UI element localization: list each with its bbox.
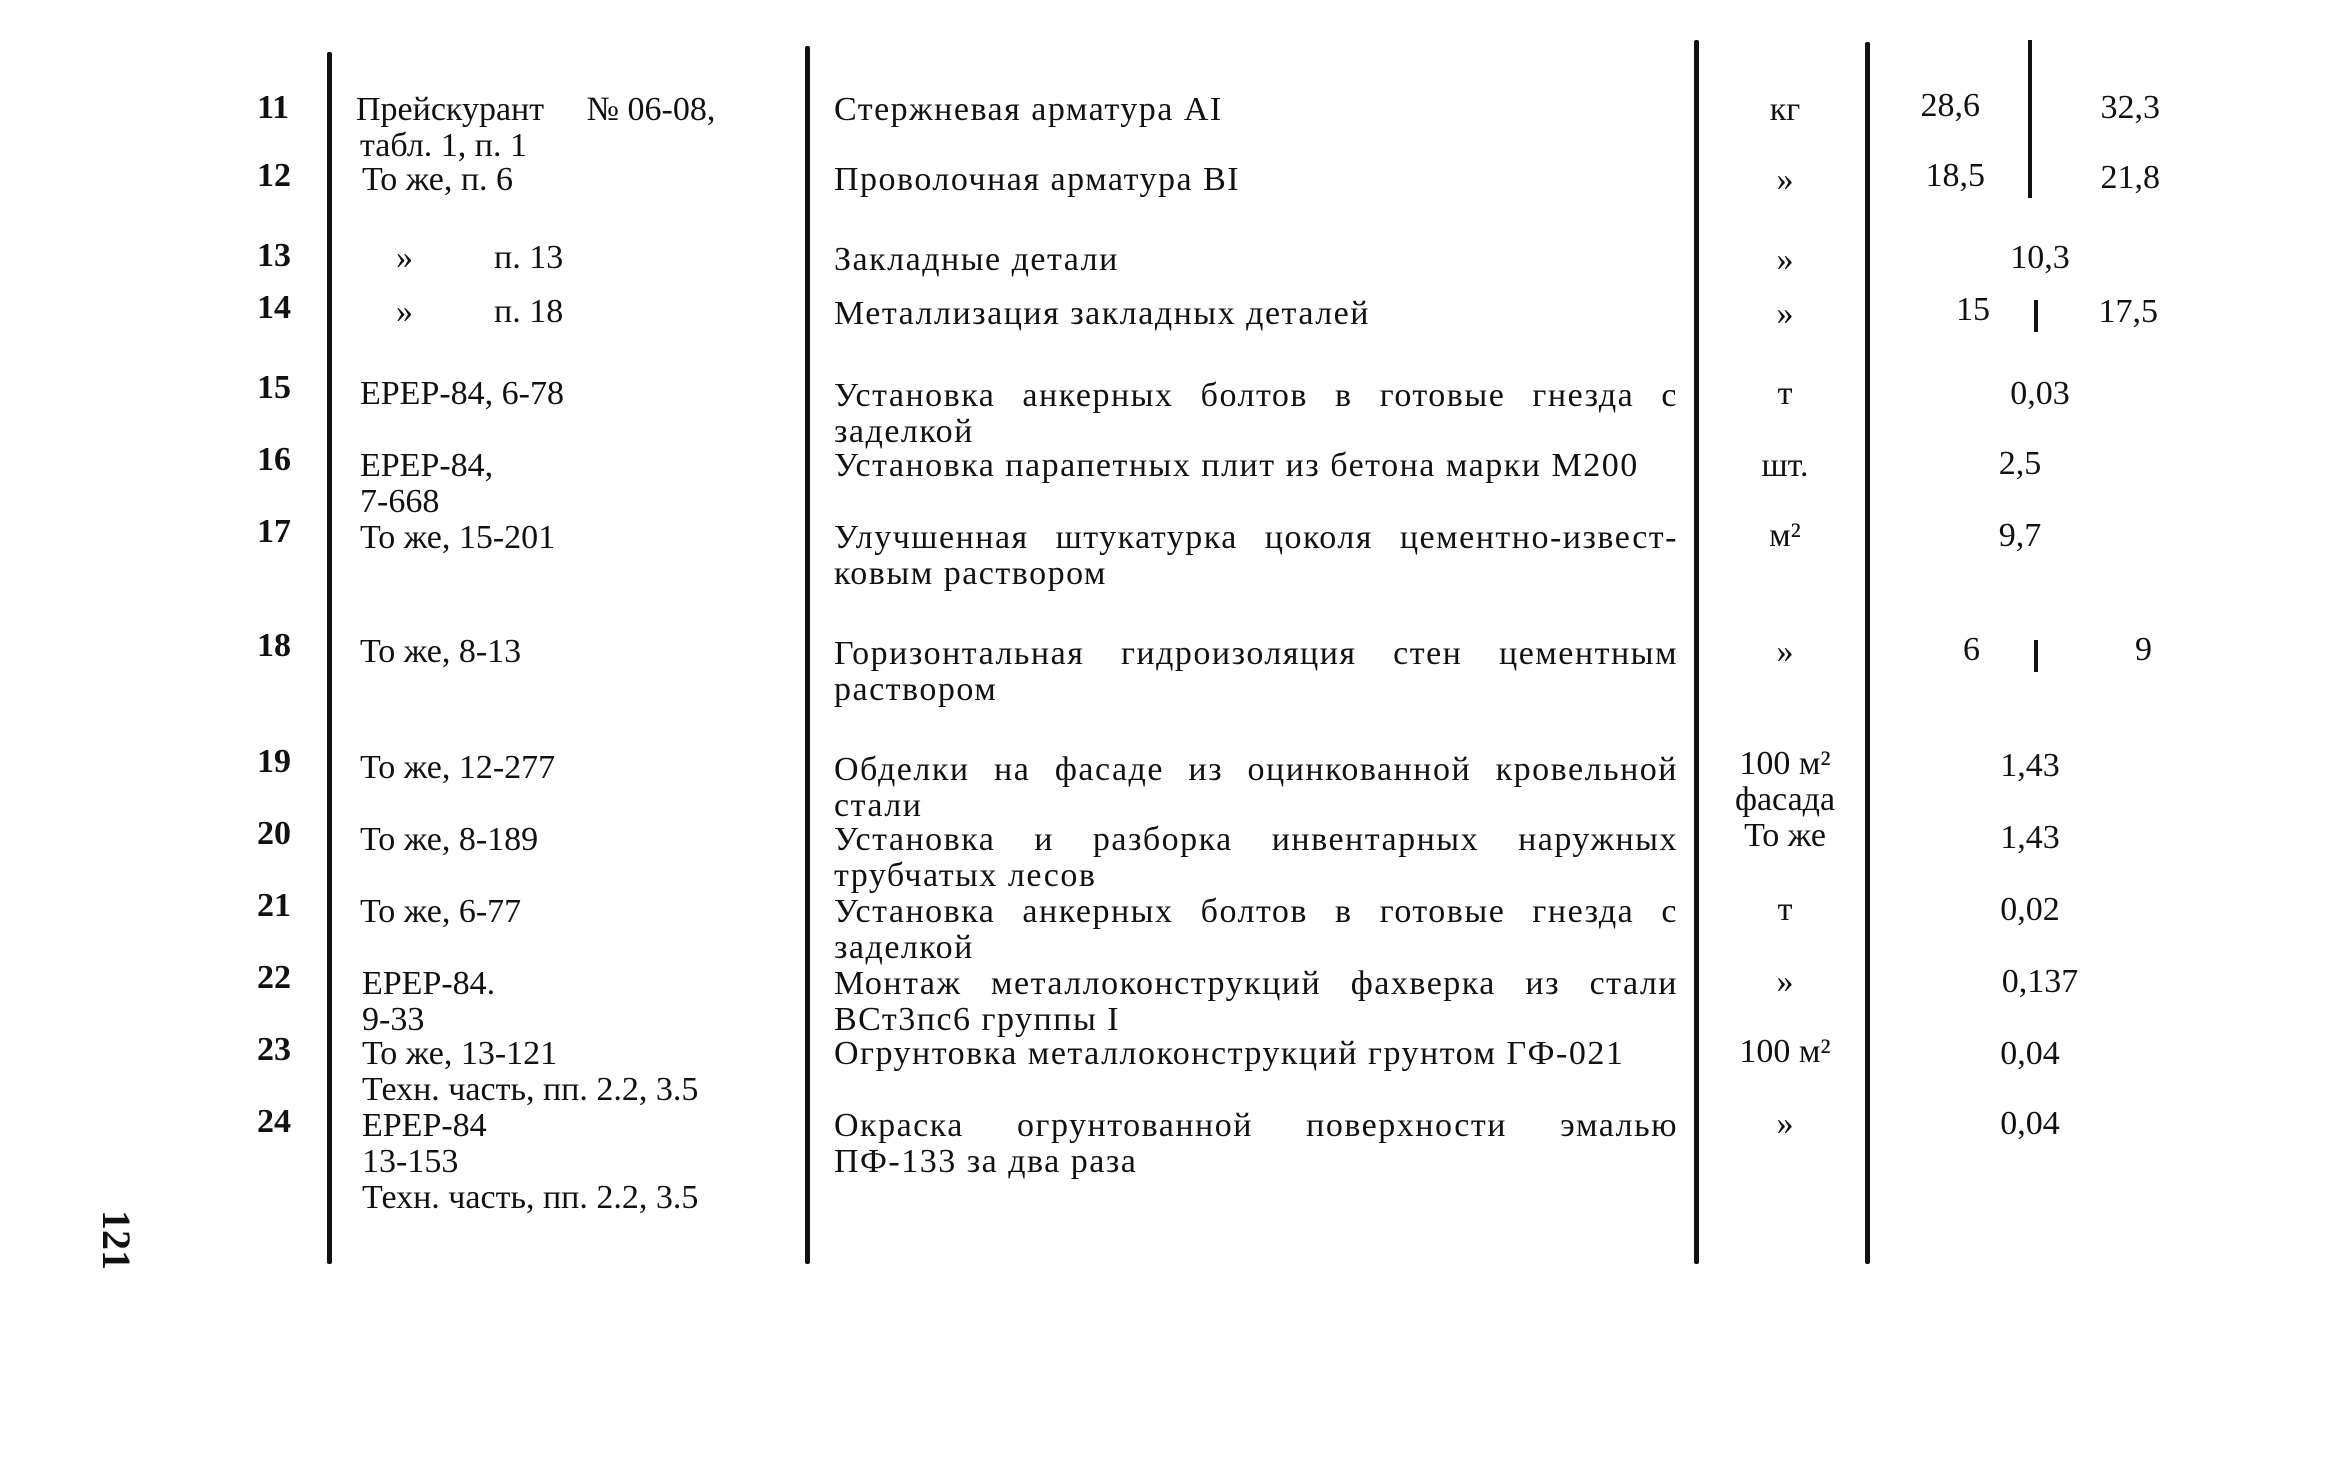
row-description: Металлизация закладных деталей: [834, 295, 1370, 332]
row-source: То же, 6-77: [360, 893, 522, 930]
row-description: Стержневая арматура AI: [834, 91, 1223, 128]
row-number: 13: [257, 237, 291, 274]
row-unit: 100 м²: [1739, 1033, 1831, 1070]
row-source: ЕРЕР-84: [362, 1107, 487, 1144]
row-number: 22: [257, 959, 291, 996]
row-source-ditto: »: [396, 239, 413, 276]
row-source: Прейскурант № 06-08,: [356, 91, 716, 128]
row-value: 0,02: [2000, 891, 2060, 928]
row-source: 13-153: [362, 1143, 459, 1180]
row-value-left: 28,6: [1920, 87, 1980, 124]
row-value: 0,137: [2001, 963, 2079, 1000]
row-number: 11: [257, 89, 290, 126]
row-source: То же, 8-13: [360, 633, 522, 670]
row-number: 24: [257, 1103, 291, 1140]
row-source: То же, 8-189: [360, 821, 539, 858]
row-description: Проволочная арматура BI: [834, 161, 1241, 198]
row-description: Окраска огрунтованной поверхности эмалью ПФ-133 за два раза: [834, 1107, 1678, 1180]
row-value-left: 18,5: [1925, 157, 1985, 194]
row-source: То же, п. 6: [362, 161, 514, 198]
row-description: Огрунтовка металлоконструкций грунтом ГФ-021: [834, 1035, 1625, 1072]
row-source: ЕРЕР-84,: [360, 447, 494, 484]
row-number: 17: [257, 513, 291, 550]
row-number: 15: [257, 369, 291, 406]
row-value: 1,43: [2000, 819, 2060, 856]
column-rule-3: [1694, 40, 1699, 1264]
row-value-right: 21,8: [2100, 159, 2160, 196]
row-source: п. 18: [494, 293, 564, 330]
row-source: ЕРЕР-84.: [362, 965, 496, 1002]
row-unit: »: [1776, 633, 1794, 670]
row-description: Закладные детали: [834, 241, 1119, 278]
row-value-right: 32,3: [2100, 89, 2160, 126]
row-value: 0,03: [2010, 375, 2070, 412]
row-unit: т: [1777, 891, 1793, 928]
row-description: Улучшенная штукатурка цоколя цементно-извест-ковым раствором: [834, 519, 1678, 592]
row-number: 19: [257, 743, 291, 780]
row-number: 16: [257, 441, 291, 478]
row-number: 18: [257, 627, 291, 664]
column-rule-1: [327, 52, 332, 1264]
row-value: 2,5: [1998, 445, 2042, 482]
row-value: 1,43: [2000, 747, 2060, 784]
value-separator: [2034, 640, 2038, 672]
row-value: 10,3: [2010, 239, 2070, 276]
row-value-right: 17,5: [2098, 293, 2158, 330]
row-value: 9,7: [1998, 517, 2042, 554]
row-source: То же, 15-201: [360, 519, 556, 556]
row-unit: »: [1776, 963, 1794, 1000]
row-unit: шт.: [1761, 447, 1809, 484]
row-description: Горизонтальная гидроизоляция стен цементным раствором: [834, 635, 1678, 708]
column-rule-2: [805, 46, 810, 1264]
row-value-left: 15: [1956, 291, 1990, 328]
row-value-right: 9: [2135, 631, 2152, 668]
row-source: То же, 13-121: [362, 1035, 558, 1072]
row-number: 20: [257, 815, 291, 852]
row-description: Монтаж металлоконструкций фахверка из стали ВСт3пс6 группы I: [834, 965, 1678, 1038]
row-source-ditto: »: [396, 293, 413, 330]
row-unit: »: [1776, 161, 1794, 198]
row-unit: 100 м²: [1739, 745, 1831, 782]
row-value: 0,04: [2000, 1105, 2060, 1142]
row-source: Техн. часть, пп. 2.2, 3.5: [362, 1071, 699, 1108]
row-source: Техн. часть, пп. 2.2, 3.5: [362, 1179, 699, 1216]
row-number: 23: [257, 1031, 291, 1068]
value-separator: [2034, 300, 2038, 332]
row-description: Обделки на фасаде из оцинкованной кровельной стали: [834, 751, 1678, 824]
row-unit: »: [1776, 1105, 1794, 1142]
row-description: Установка анкерных болтов в готовые гнезда с заделкой: [834, 893, 1678, 966]
row-source: п. 13: [494, 239, 564, 276]
row-unit: »: [1776, 241, 1794, 278]
row-source: табл. 1, п. 1: [360, 127, 527, 164]
row-unit: »: [1776, 295, 1794, 332]
row-description: Установка анкерных болтов в готовые гнезда с заделкой: [834, 377, 1678, 450]
value-separator: [2028, 40, 2032, 198]
row-unit: То же: [1744, 817, 1826, 854]
row-description: Установка и разборка инвентарных наружных трубчатых лесов: [834, 821, 1678, 894]
row-source: 7-668: [360, 483, 440, 520]
row-description: Установка парапетных плит из бетона марки М200: [834, 447, 1639, 484]
row-number: 21: [257, 887, 291, 924]
row-unit: кг: [1769, 91, 1801, 128]
page-number: 121: [94, 1210, 139, 1270]
row-source: ЕРЕР-84, 6-78: [360, 375, 564, 412]
row-unit: т: [1777, 375, 1793, 412]
row-unit: фасада: [1734, 781, 1836, 818]
row-number: 14: [257, 289, 291, 326]
row-source: 9-33: [362, 1001, 425, 1038]
row-number: 12: [257, 157, 291, 194]
row-value: 0,04: [2000, 1035, 2060, 1072]
row-value-left: 6: [1963, 631, 1980, 668]
row-unit: м²: [1769, 517, 1801, 554]
row-source: То же, 12-277: [360, 749, 556, 786]
